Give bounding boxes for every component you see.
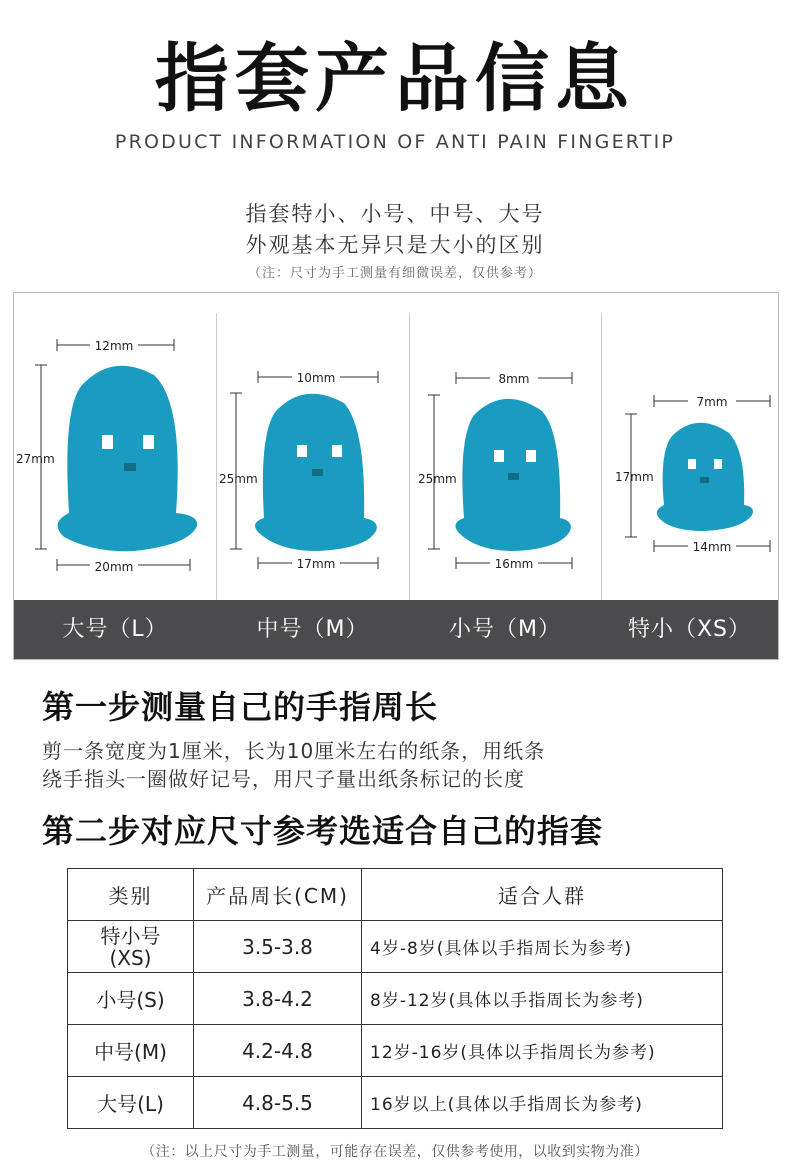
- cell-age: 8岁-12岁(具体以手指周长为参考): [362, 973, 723, 1025]
- cell-category: [68, 921, 194, 973]
- table-row: [68, 973, 723, 1025]
- dim-bottom-width: 14mm: [692, 540, 732, 554]
- fingertip-large-diagram: [16, 337, 197, 574]
- fingertip-xs-icon: [657, 423, 753, 531]
- cell-range: 3.8-4.2: [194, 973, 362, 1025]
- dim-height: 25mm: [418, 472, 457, 486]
- cell-age: 12岁-16岁(具体以手指周长为参考): [362, 1025, 723, 1077]
- table-row: [68, 1077, 723, 1129]
- cell-range: 3.5-3.8: [194, 921, 362, 973]
- step1-title: 第一步测量自己的手指周长: [42, 688, 439, 726]
- step2-title: 第二步对应尺寸参考选适合自己的指套: [42, 812, 604, 850]
- dim-height: 17mm: [615, 470, 654, 484]
- cell-category: 小号(S): [68, 973, 194, 1025]
- footer-note: （注：以上尺寸为手工测量，可能存在误差，仅供参考使用，以收到实物为准）: [141, 1144, 649, 1160]
- product-size-panel: [13, 292, 779, 660]
- step1-line-2: 绕手指头一圈做好记号，用尺子量出纸条标记的长度: [42, 767, 525, 791]
- dim-top-width: 10mm: [296, 371, 336, 385]
- cell-range: 4.2-4.8: [194, 1025, 362, 1077]
- header-suitable: 适合人群: [362, 869, 723, 921]
- dim-bottom-width: 16mm: [494, 557, 534, 571]
- page-subtitle: PRODUCT INFORMATION OF ANTI PAIN FINGERTIP: [114, 131, 676, 153]
- dim-top-width: 12mm: [94, 339, 134, 353]
- table-row: [68, 1025, 723, 1077]
- intro-line-1: 指套特小、小号、中号、大号: [245, 202, 545, 226]
- size-table: [67, 868, 723, 1129]
- fingertip-medium-diagram: [219, 369, 378, 571]
- header-category: 类别: [68, 869, 194, 921]
- dim-top-width: 8mm: [498, 372, 530, 386]
- intro-line-2: 外观基本无异只是大小的区别: [245, 233, 545, 257]
- table-row: [68, 921, 723, 973]
- size-label-medium: 中号（M）: [256, 617, 369, 642]
- header-circumference: 产品周长(CM): [194, 869, 362, 921]
- dim-height: 25mm: [219, 472, 258, 486]
- size-label-xs: 特小（XS）: [627, 617, 752, 642]
- category-line-2: (XS): [109, 945, 152, 970]
- fingertip-xs-diagram: [615, 393, 770, 554]
- dim-height: 27mm: [16, 452, 55, 466]
- fingertip-small-diagram: [418, 370, 572, 571]
- category-line-1: 特小号: [100, 923, 161, 948]
- fingertip-diagrams: [14, 293, 778, 600]
- size-label-small: 小号（M）: [449, 617, 561, 642]
- cell-range: 4.8-5.5: [194, 1077, 362, 1129]
- step1-line-1: 剪一条宽度为1厘米，长为10厘米左右的纸条，用纸条: [42, 739, 546, 763]
- dim-bottom-width: 20mm: [94, 560, 134, 574]
- intro-note: （注：尺寸为手工测量有细微误差，仅供参考）: [247, 266, 542, 281]
- dim-top-width: 7mm: [696, 395, 728, 409]
- cell-age: 4岁-8岁(具体以手指周长为参考): [362, 921, 723, 973]
- page-title: 指套产品信息: [155, 36, 635, 122]
- cell-category: 大号(L): [68, 1077, 194, 1129]
- size-label-large: 大号（L）: [62, 617, 168, 642]
- cell-age: 16岁以上(具体以手指周长为参考): [362, 1077, 723, 1129]
- size-label-bar: [14, 600, 778, 659]
- cell-category: 中号(M): [68, 1025, 194, 1077]
- table-header-row: [68, 869, 723, 921]
- fingertip-large-icon: [58, 366, 198, 552]
- dim-bottom-width: 17mm: [296, 557, 336, 571]
